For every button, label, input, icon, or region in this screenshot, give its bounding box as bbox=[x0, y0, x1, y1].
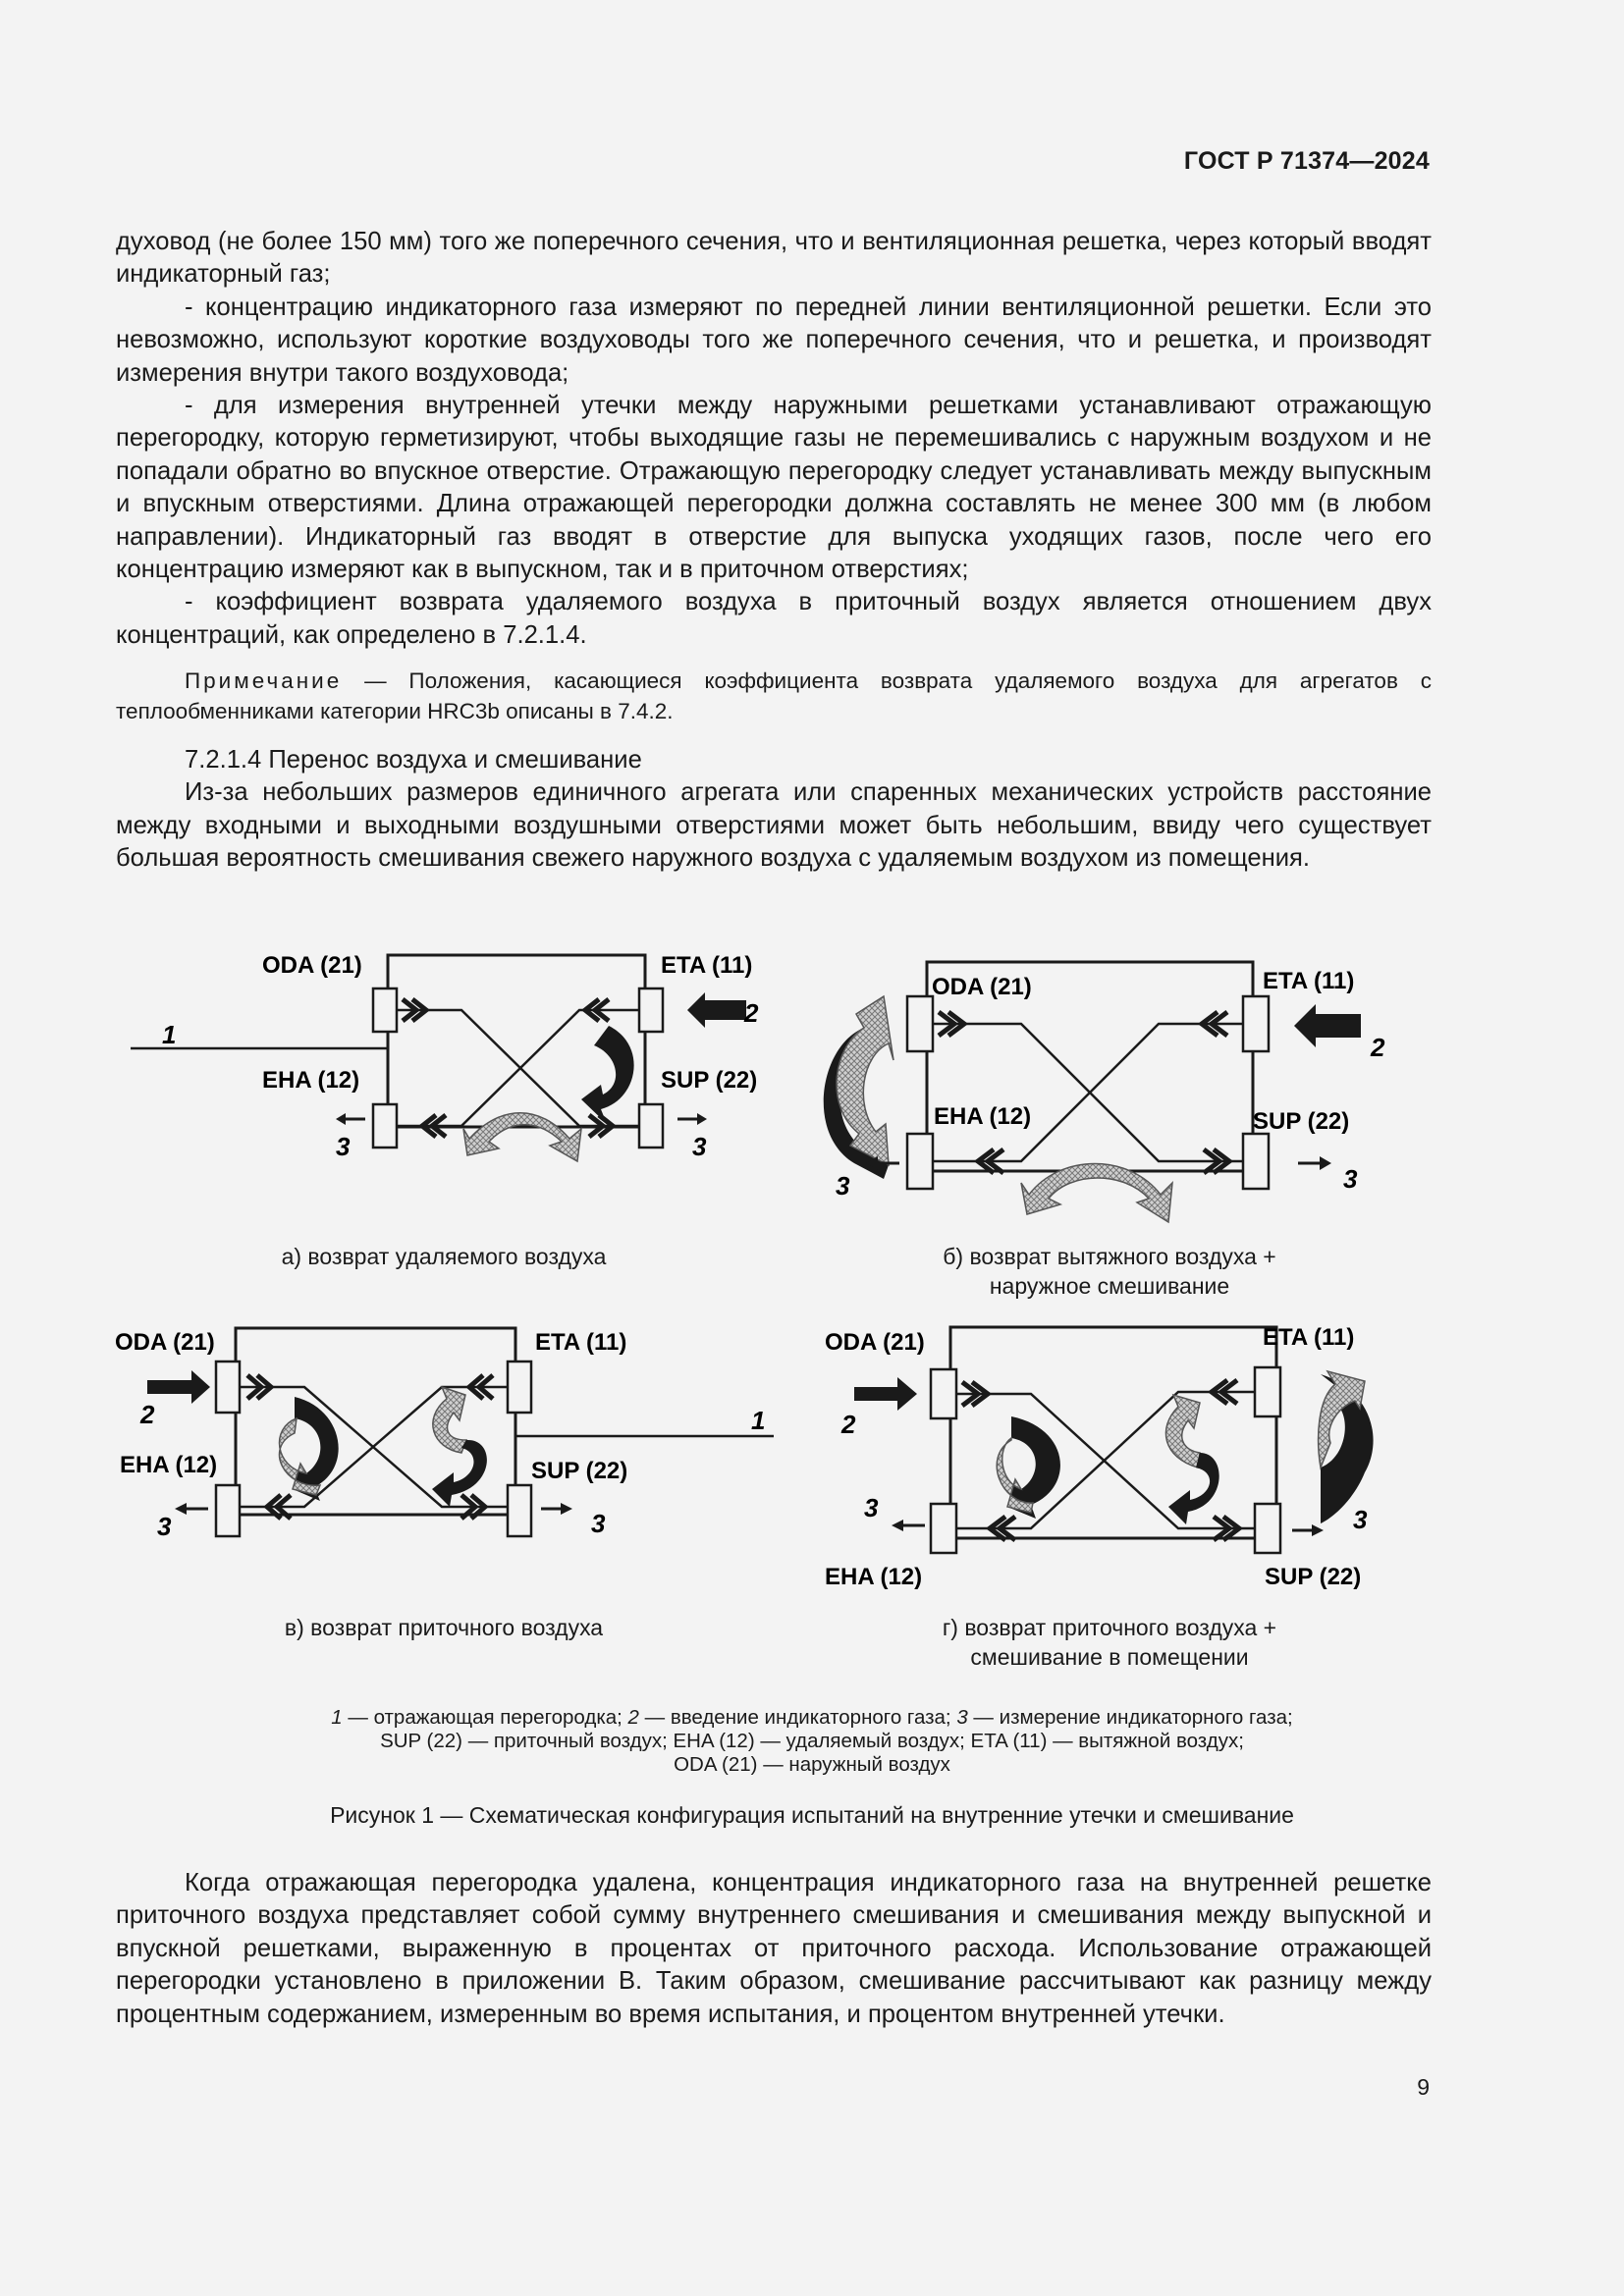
legend-num: 2 bbox=[627, 1706, 639, 1729]
label-eta: ETA (11) bbox=[661, 952, 753, 979]
label-sup: SUP (22) bbox=[1253, 1108, 1350, 1135]
legend-line: ODA (21) — наружный воздух bbox=[674, 1753, 950, 1776]
caption-d-line1: г) возврат приточного воздуха + bbox=[942, 1615, 1277, 1640]
legend-text: — измерение индикаторного газа; bbox=[967, 1706, 1293, 1729]
caption-d bbox=[864, 1613, 1355, 1672]
label-eha: EHA (12) bbox=[825, 1564, 923, 1590]
marker-3: 3 bbox=[864, 1493, 879, 1522]
figure-diagrams bbox=[0, 937, 1624, 1644]
label-oda: ODA (21) bbox=[825, 1329, 925, 1356]
marker-3: 3 bbox=[836, 1171, 850, 1201]
page-number: 9 bbox=[1417, 2074, 1430, 2100]
marker-3: 3 bbox=[591, 1509, 606, 1538]
label-oda: ODA (21) bbox=[262, 952, 362, 979]
caption-c-text: в) возврат приточного воздуха bbox=[284, 1615, 604, 1640]
marker-2: 2 bbox=[744, 998, 759, 1028]
diagram-a bbox=[131, 952, 759, 1161]
marker-2: 2 bbox=[841, 1410, 856, 1439]
diagram-d bbox=[825, 1324, 1374, 1590]
caption-c bbox=[218, 1613, 670, 1642]
figure-1 bbox=[0, 937, 1624, 1670]
note bbox=[116, 666, 1432, 726]
label-oda: ODA (21) bbox=[932, 974, 1032, 1000]
note-label: Примечание bbox=[185, 668, 343, 693]
caption-a bbox=[218, 1242, 670, 1271]
caption-b-line1: б) возврат вытяжного воздуха + bbox=[943, 1244, 1276, 1269]
marker-3: 3 bbox=[1353, 1505, 1368, 1534]
legend-line: SUP (22) — приточный воздух; EHA (12) — удаляемый воздух; ETA (11) — вытяжной воздух; bbox=[380, 1730, 1244, 1752]
paragraph: Из-за небольших размеров единичного агрегата или спаренных механических устройств расстояние между входными и выходными воздушными отверстиями может быть небольшим, ввиду чего существует большая вероятность смешивания свежего наружного воздуха с удаляемым воздухом из помещения. bbox=[116, 778, 1432, 873]
caption-b-line2: наружное смешивание bbox=[989, 1273, 1230, 1299]
label-eta: ETA (11) bbox=[1263, 968, 1355, 994]
figure-title: Рисунок 1 — Схематическая конфигурация испытаний на внутренние утечки и смешивание bbox=[330, 1802, 1294, 1828]
marker-1: 1 bbox=[751, 1406, 766, 1435]
label-eha: EHA (12) bbox=[120, 1452, 218, 1478]
paragraph: духовод (не более 150 мм) того же поперечного сечения, что и вентиляционная решетка, через который вводят индикаторный газ; bbox=[116, 228, 1432, 289]
body-text-top bbox=[116, 226, 1432, 652]
marker-3: 3 bbox=[1343, 1164, 1358, 1194]
paragraph: - коэффициент возврата удаляемого воздуха в приточный воздух является отношением двух концентраций, как определено в 7.2.1.4. bbox=[116, 588, 1432, 649]
paragraph: - для измерения внутренней утечки между наружными решетками устанавливают отражающую перегородку, которую герметизируют, чтобы выходящие газы не перемешивались с наружным воздухом и не попадали обратно во впускное отверстие. Отражающую перегородку следует устанавливать между выпускным и впускным отверстиями. Длина отражающей перегородки должна составлять не менее 300 мм (в любом направлении). Индикаторный газ вводят в отверстие для выпуска уходящих газов, после чего его концентрацию измеряют как в выпускном, так и в приточном отверстиях; bbox=[116, 392, 1432, 584]
caption-d-line2: смешивание в помещении bbox=[970, 1644, 1249, 1670]
diagram-c bbox=[115, 1328, 774, 1541]
note-text: — Положения, касающиеся коэффициента возврата удаляемого воздуха для агрегатов с теплообменниками категории HRC3b описаны в 7.4.2. bbox=[116, 668, 1432, 723]
legend-num: 1 bbox=[331, 1706, 343, 1729]
section-heading: 7.2.1.4 Перенос воздуха и смешивание bbox=[185, 746, 642, 774]
label-eha: EHA (12) bbox=[262, 1067, 360, 1094]
marker-3: 3 bbox=[692, 1132, 707, 1161]
marker-1: 1 bbox=[162, 1020, 177, 1049]
label-eha: EHA (12) bbox=[934, 1103, 1032, 1130]
paragraph: Когда отражающая перегородка удалена, концентрация индикаторного газа на внутренней решетке приточного воздуха представляет собой сумму внутреннего смешивания и смешивания между выпускной и впускной решетками, выраженную в процентах от приточного расхода. Использование отражающей перегородки установлено в приложении В. Таким образом, смешивание рассчитывают как разницу между процентным содержанием, измеренным во время испытания, и процентом внутренней утечки. bbox=[116, 1869, 1432, 2028]
figure-legend bbox=[118, 1706, 1506, 1777]
legend-num: 3 bbox=[956, 1706, 968, 1729]
marker-3: 3 bbox=[336, 1132, 351, 1161]
marker-3: 3 bbox=[157, 1512, 172, 1541]
paragraph: - концентрацию индикаторного газа измеряют по передней линии вентиляционной решетки. Если это невозможно, используют короткие воздуховоды того же поперечного сечения, что и решетка, и производят измерения внутри такого воздуховода; bbox=[116, 293, 1432, 387]
legend-text: — введение индикаторного газа; bbox=[638, 1706, 957, 1729]
document-code: ГОСТ Р 71374—2024 bbox=[1183, 147, 1430, 175]
section-7-2-1-4 bbox=[116, 744, 1432, 876]
label-oda: ODA (21) bbox=[115, 1329, 215, 1356]
body-text-bottom bbox=[116, 1867, 1432, 2031]
legend-text: — отражающая перегородка; bbox=[342, 1706, 628, 1729]
diagram-b bbox=[824, 962, 1385, 1222]
label-eta: ETA (11) bbox=[1263, 1324, 1355, 1351]
label-sup: SUP (22) bbox=[1265, 1564, 1362, 1590]
caption-b bbox=[864, 1242, 1355, 1301]
label-sup: SUP (22) bbox=[531, 1458, 628, 1484]
label-sup: SUP (22) bbox=[661, 1067, 758, 1094]
label-eta: ETA (11) bbox=[535, 1329, 627, 1356]
marker-2: 2 bbox=[140, 1400, 155, 1429]
caption-a-text: а) возврат удаляемого воздуха bbox=[281, 1244, 607, 1269]
marker-2: 2 bbox=[1371, 1033, 1385, 1062]
